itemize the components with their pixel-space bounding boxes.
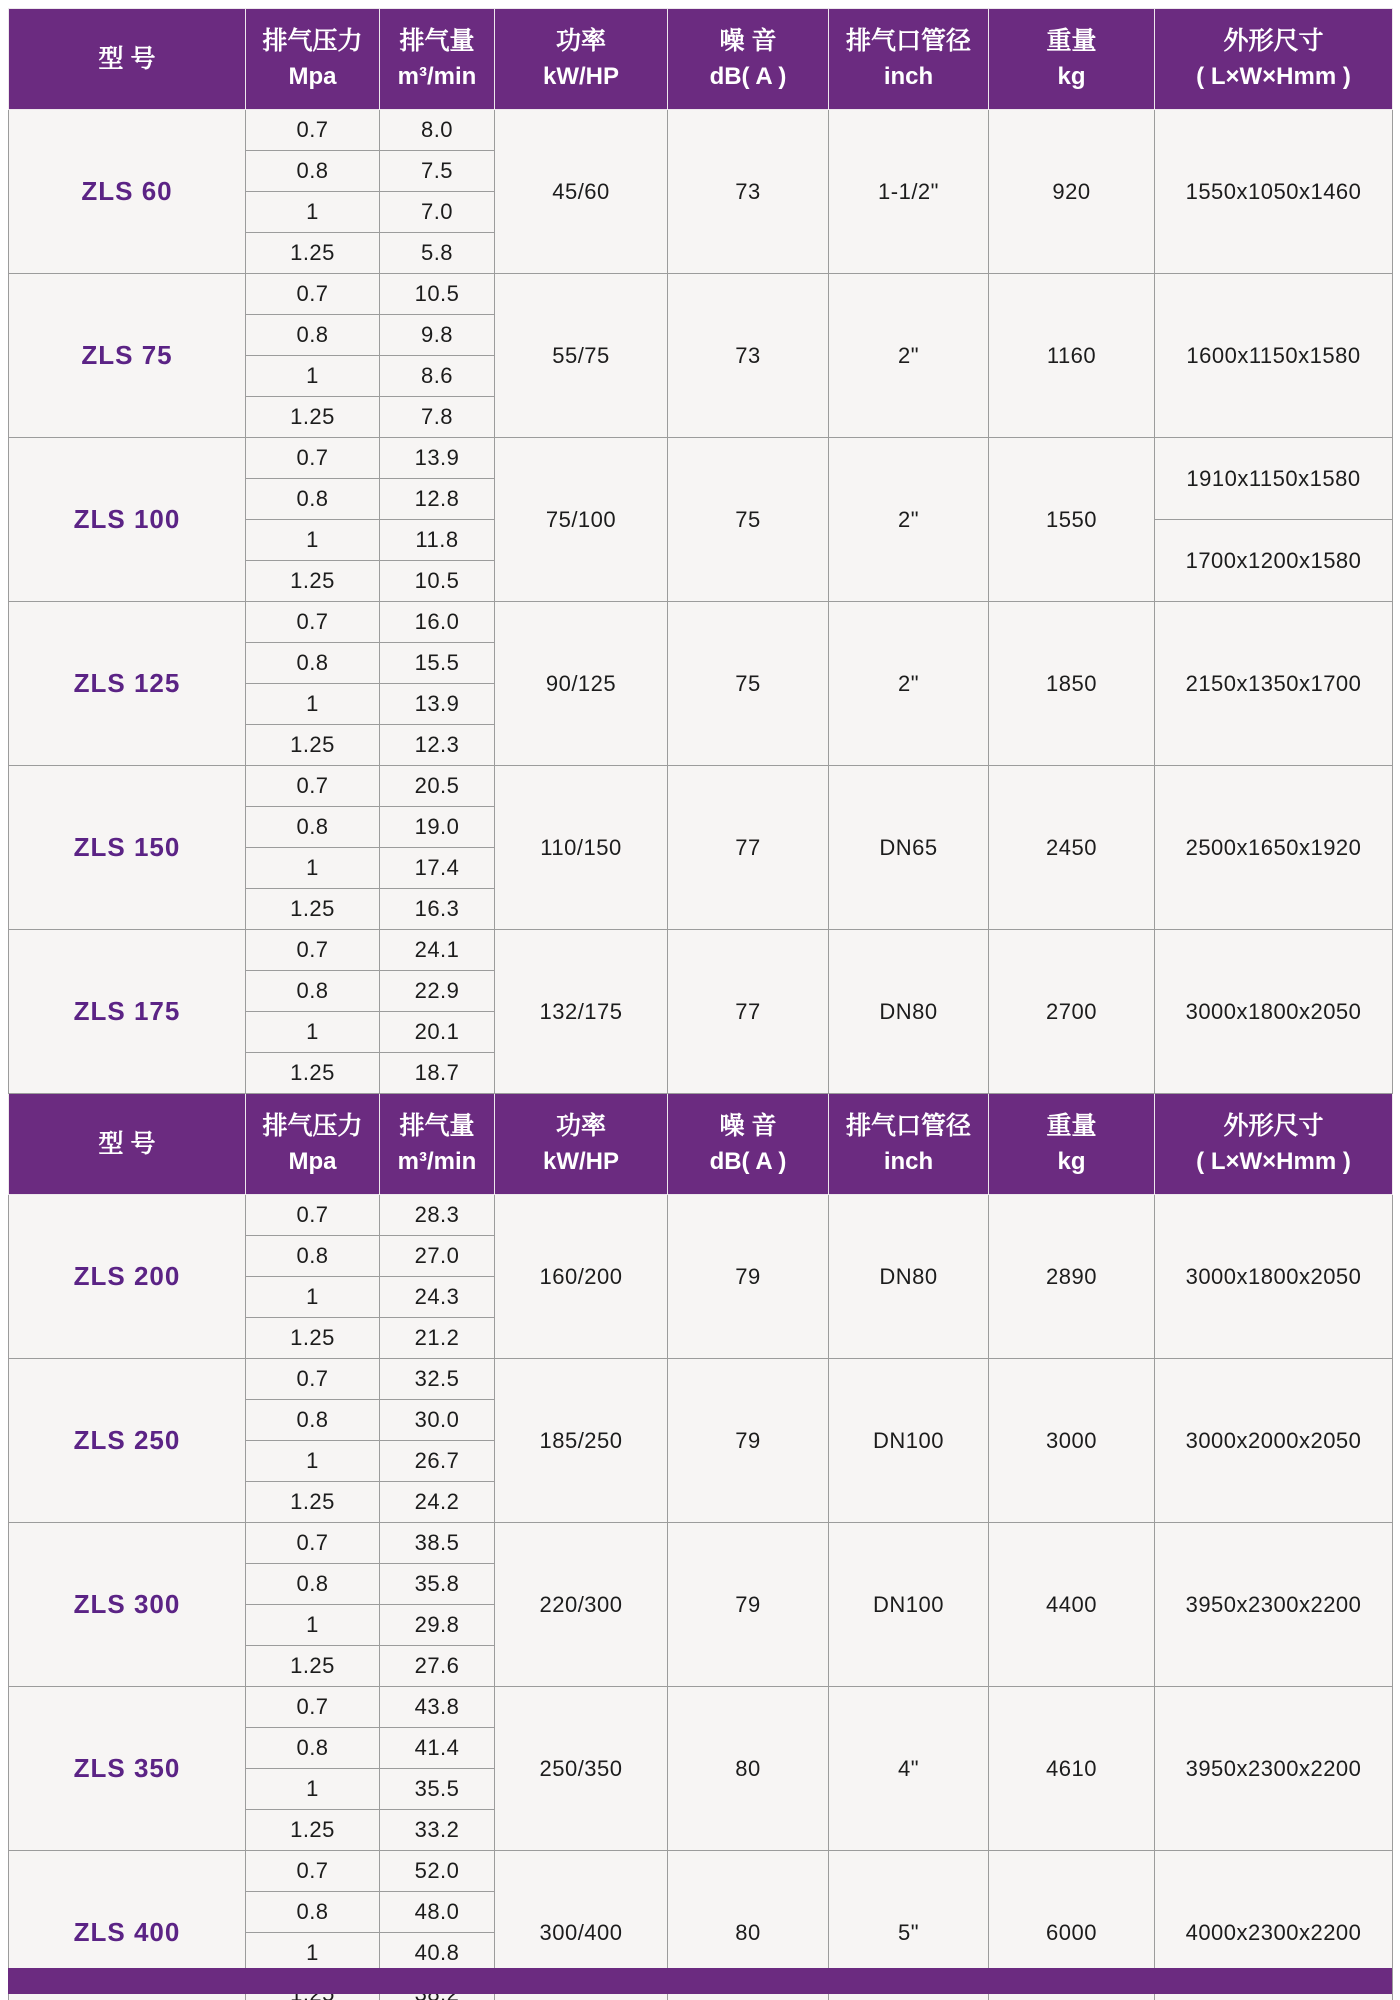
header-row-0: [9, 9, 1393, 110]
weight-cell: 2450: [989, 766, 1155, 930]
flow-cell: 27.0: [380, 1236, 495, 1277]
weight-cell: 1850: [989, 602, 1155, 766]
pressure-cell: 0.8: [246, 643, 380, 684]
header-cell-power: [495, 1094, 668, 1195]
flow-cell: 38.5: [380, 1523, 495, 1564]
pressure-cell: 0.7: [246, 766, 380, 807]
noise-cell: 75: [668, 602, 829, 766]
header-label-line2: dB( A ): [709, 1147, 787, 1175]
pressure-cell: 1: [246, 1012, 380, 1053]
dims-cell: 1700x1200x1580: [1155, 520, 1393, 602]
header-cell-model: [9, 9, 246, 110]
noise-cell: 73: [668, 110, 829, 274]
pressure-cell: 1.25: [246, 1482, 380, 1523]
pressure-cell: 1.25: [246, 725, 380, 766]
pressure-cell: 1: [246, 1933, 380, 1974]
model-cell: ZLS 175: [9, 930, 246, 1094]
spec-table-body: [9, 9, 1393, 2000]
header-label-line1: 重量: [1046, 27, 1097, 56]
header-cell-noise: [668, 1094, 829, 1195]
header-cell-flow: [380, 1094, 495, 1195]
header-cell-port: [829, 9, 989, 110]
pressure-cell: 1: [246, 356, 380, 397]
table-row: [9, 766, 1393, 807]
header-label-line1: 排气口管径: [845, 1112, 971, 1141]
flow-cell: 8.0: [380, 110, 495, 151]
header-cell-dims: [1155, 1094, 1393, 1195]
pressure-cell: 1.25: [246, 889, 380, 930]
pressure-cell: 1.25: [246, 1053, 380, 1094]
power-cell: 55/75: [495, 274, 668, 438]
header-cell-noise: [668, 9, 829, 110]
pressure-cell: 1: [246, 684, 380, 725]
pressure-cell: 0.7: [246, 1851, 380, 1892]
pressure-cell: 0.7: [246, 110, 380, 151]
flow-cell: 24.2: [380, 1482, 495, 1523]
flow-cell: 28.3: [380, 1195, 495, 1236]
pressure-cell: 1.25: [246, 233, 380, 274]
pressure-cell: 0.7: [246, 1359, 380, 1400]
header-label-line2: kW/HP: [542, 1147, 619, 1175]
noise-cell: 75: [668, 438, 829, 602]
pressure-cell: 0.7: [246, 1687, 380, 1728]
noise-cell: 80: [668, 1851, 829, 2000]
flow-cell: 22.9: [380, 971, 495, 1012]
pressure-cell: 1: [246, 848, 380, 889]
port-cell: 5": [829, 1851, 989, 2000]
pressure-cell: 0.7: [246, 1523, 380, 1564]
noise-cell: 79: [668, 1523, 829, 1687]
pressure-cell: 0.8: [246, 1564, 380, 1605]
weight-cell: 920: [989, 110, 1155, 274]
power-cell: 220/300: [495, 1523, 668, 1687]
noise-cell: 73: [668, 274, 829, 438]
weight-cell: 1550: [989, 438, 1155, 602]
flow-cell: 40.8: [380, 1933, 495, 1974]
model-cell: ZLS 300: [9, 1523, 246, 1687]
flow-cell: 8.6: [380, 356, 495, 397]
flow-cell: 12.3: [380, 725, 495, 766]
pressure-cell: 0.8: [246, 315, 380, 356]
dims-cell: 3000x2000x2050: [1155, 1359, 1393, 1523]
pressure-cell: 1: [246, 192, 380, 233]
header-label-line1: 噪 音: [719, 27, 777, 56]
flow-cell: 16.0: [380, 602, 495, 643]
dims-cell: 3950x2300x2200: [1155, 1523, 1393, 1687]
pressure-cell: 1: [246, 1277, 380, 1318]
noise-cell: 80: [668, 1687, 829, 1851]
flow-cell: 30.0: [380, 1400, 495, 1441]
header-label-line1: 排气量: [399, 1112, 475, 1141]
model-cell: ZLS 75: [9, 274, 246, 438]
pressure-cell: 0.7: [246, 1195, 380, 1236]
dims-cell: 4000x2300x2200: [1155, 1851, 1393, 2000]
pressure-cell: 0.8: [246, 479, 380, 520]
flow-cell: 7.5: [380, 151, 495, 192]
dims-cell: 1910x1150x1580: [1155, 438, 1393, 520]
header-label-line1: 排气量: [399, 27, 475, 56]
model-cell: ZLS 400: [9, 1851, 246, 2000]
flow-cell: 13.9: [380, 684, 495, 725]
flow-cell: 19.0: [380, 807, 495, 848]
header-label-line1: 型 号: [98, 44, 156, 73]
header-label-line1: 功率: [555, 1112, 606, 1141]
pressure-cell: 1: [246, 1605, 380, 1646]
noise-cell: 77: [668, 930, 829, 1094]
dims-cell: 3000x1800x2050: [1155, 1195, 1393, 1359]
flow-cell: 43.8: [380, 1687, 495, 1728]
dims-cell: 1600x1150x1580: [1155, 274, 1393, 438]
pressure-cell: 1: [246, 520, 380, 561]
flow-cell: 29.8: [380, 1605, 495, 1646]
port-cell: DN100: [829, 1523, 989, 1687]
pressure-cell: 0.7: [246, 274, 380, 315]
pressure-cell: 0.7: [246, 930, 380, 971]
flow-cell: 48.0: [380, 1892, 495, 1933]
weight-cell: 4400: [989, 1523, 1155, 1687]
model-cell: ZLS 100: [9, 438, 246, 602]
flow-cell: 24.1: [380, 930, 495, 971]
header-label-line1: 排气口管径: [845, 27, 971, 56]
header-cell-pressure: [246, 1094, 380, 1195]
port-cell: DN80: [829, 1195, 989, 1359]
port-cell: 2": [829, 274, 989, 438]
header-label-line2: ( L×W×Hmm ): [1196, 62, 1351, 90]
flow-cell: 10.5: [380, 561, 495, 602]
header-label-line1: 外形尺寸: [1223, 27, 1324, 56]
port-cell: DN65: [829, 766, 989, 930]
noise-cell: 79: [668, 1359, 829, 1523]
header-label-line2: inch: [883, 1147, 934, 1175]
pressure-cell: 1.25: [246, 1646, 380, 1687]
dims-cell: 2150x1350x1700: [1155, 602, 1393, 766]
pressure-cell: 0.8: [246, 807, 380, 848]
flow-cell: 32.5: [380, 1359, 495, 1400]
flow-cell: 17.4: [380, 848, 495, 889]
power-cell: 300/400: [495, 1851, 668, 2000]
flow-cell: 10.5: [380, 274, 495, 315]
noise-cell: 79: [668, 1195, 829, 1359]
header-label-line2: dB( A ): [709, 62, 787, 90]
dims-cell: 3950x2300x2200: [1155, 1687, 1393, 1851]
header-label-line2: Mpa: [288, 62, 337, 90]
flow-cell: 18.7: [380, 1053, 495, 1094]
power-cell: 75/100: [495, 438, 668, 602]
flow-cell: 20.5: [380, 766, 495, 807]
flow-cell: 24.3: [380, 1277, 495, 1318]
header-cell-weight: [989, 9, 1155, 110]
power-cell: 45/60: [495, 110, 668, 274]
pressure-cell: 1: [246, 1441, 380, 1482]
port-cell: 2": [829, 438, 989, 602]
flow-cell: 7.8: [380, 397, 495, 438]
flow-cell: 33.2: [380, 1810, 495, 1851]
pressure-cell: 0.8: [246, 151, 380, 192]
power-cell: 160/200: [495, 1195, 668, 1359]
power-cell: 132/175: [495, 930, 668, 1094]
header-label-line2: kg: [1057, 1147, 1086, 1175]
header-label-line2: m³/min: [397, 1147, 477, 1175]
header-label-line1: 排气压力: [262, 1112, 363, 1141]
header-label-line2: kg: [1057, 62, 1086, 90]
header-cell-model: [9, 1094, 246, 1195]
model-cell: ZLS 125: [9, 602, 246, 766]
flow-cell: 26.7: [380, 1441, 495, 1482]
model-cell: ZLS 200: [9, 1195, 246, 1359]
model-cell: ZLS 150: [9, 766, 246, 930]
model-cell: ZLS 250: [9, 1359, 246, 1523]
pressure-cell: 0.8: [246, 1236, 380, 1277]
model-cell: ZLS 60: [9, 110, 246, 274]
table-row: [9, 110, 1393, 151]
dims-cell: 2500x1650x1920: [1155, 766, 1393, 930]
pressure-cell: 0.8: [246, 1892, 380, 1933]
pressure-cell: 1: [246, 1769, 380, 1810]
header-label-line1: 外形尺寸: [1223, 1112, 1324, 1141]
pressure-cell: 0.8: [246, 971, 380, 1012]
header-cell-power: [495, 9, 668, 110]
flow-cell: 7.0: [380, 192, 495, 233]
pressure-cell: 0.7: [246, 602, 380, 643]
flow-cell: 13.9: [380, 438, 495, 479]
weight-cell: 2700: [989, 930, 1155, 1094]
header-cell-port: [829, 1094, 989, 1195]
table-row: [9, 438, 1393, 479]
model-cell: ZLS 350: [9, 1687, 246, 1851]
flow-cell: 41.4: [380, 1728, 495, 1769]
flow-cell: 15.5: [380, 643, 495, 684]
header-cell-weight: [989, 1094, 1155, 1195]
pressure-cell: 0.8: [246, 1728, 380, 1769]
header-label-line1: 排气压力: [262, 27, 363, 56]
dims-cell: 1550x1050x1460: [1155, 110, 1393, 274]
pressure-cell: 1.25: [246, 1318, 380, 1359]
flow-cell: 9.8: [380, 315, 495, 356]
flow-cell: 16.3: [380, 889, 495, 930]
pressure-cell: 0.8: [246, 1400, 380, 1441]
table-row: [9, 1195, 1393, 1236]
power-cell: 185/250: [495, 1359, 668, 1523]
weight-cell: 3000: [989, 1359, 1155, 1523]
noise-cell: 77: [668, 766, 829, 930]
table-row: [9, 602, 1393, 643]
weight-cell: 1160: [989, 274, 1155, 438]
header-label-line2: Mpa: [288, 1147, 337, 1175]
power-cell: 90/125: [495, 602, 668, 766]
port-cell: 1-1/2": [829, 110, 989, 274]
weight-cell: 6000: [989, 1851, 1155, 2000]
weight-cell: 4610: [989, 1687, 1155, 1851]
flow-cell: 12.8: [380, 479, 495, 520]
header-label-line2: ( L×W×Hmm ): [1196, 1147, 1351, 1175]
flow-cell: 35.5: [380, 1769, 495, 1810]
pressure-cell: 1.25: [246, 1810, 380, 1851]
pressure-cell: 0.7: [246, 438, 380, 479]
port-cell: 2": [829, 602, 989, 766]
flow-cell: 35.8: [380, 1564, 495, 1605]
table-row: [9, 1687, 1393, 1728]
header-cell-pressure: [246, 9, 380, 110]
header-label-line2: inch: [883, 62, 934, 90]
port-cell: DN80: [829, 930, 989, 1094]
spec-table: [8, 8, 1393, 2000]
table-row: [9, 1359, 1393, 1400]
port-cell: DN100: [829, 1359, 989, 1523]
table-row: [9, 1523, 1393, 1564]
power-cell: 250/350: [495, 1687, 668, 1851]
flow-cell: 52.0: [380, 1851, 495, 1892]
header-label-line2: m³/min: [397, 62, 477, 90]
flow-cell: 5.8: [380, 233, 495, 274]
header-label-line2: kW/HP: [542, 62, 619, 90]
header-cell-flow: [380, 9, 495, 110]
footer-bar: [8, 1968, 1392, 1994]
flow-cell: 21.2: [380, 1318, 495, 1359]
power-cell: 110/150: [495, 766, 668, 930]
port-cell: 4": [829, 1687, 989, 1851]
table-row: [9, 1851, 1393, 1892]
header-label-line1: 噪 音: [719, 1112, 777, 1141]
flow-cell: 27.6: [380, 1646, 495, 1687]
dims-cell: 3000x1800x2050: [1155, 930, 1393, 1094]
header-label-line1: 重量: [1046, 1112, 1097, 1141]
table-row: [9, 930, 1393, 971]
header-label-line1: 功率: [555, 27, 606, 56]
pressure-cell: 1.25: [246, 561, 380, 602]
header-cell-dims: [1155, 9, 1393, 110]
flow-cell: 11.8: [380, 520, 495, 561]
weight-cell: 2890: [989, 1195, 1155, 1359]
pressure-cell: 1.25: [246, 397, 380, 438]
header-row-1: [9, 1094, 1393, 1195]
flow-cell: 20.1: [380, 1012, 495, 1053]
header-label-line1: 型 号: [98, 1129, 156, 1158]
table-row: [9, 274, 1393, 315]
